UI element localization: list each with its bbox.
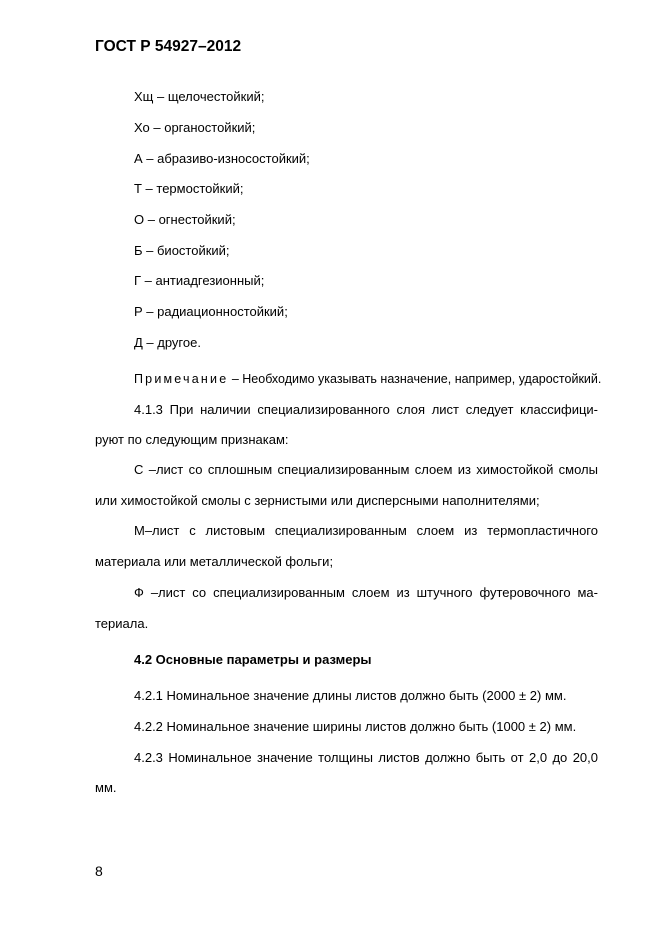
item-c-line-1: С –лист со сплошным специализированным слоем из химостойкой смолы bbox=[134, 462, 598, 477]
code-item-t: Т – термостойкий; bbox=[134, 181, 244, 196]
paragraph-4-2-2: 4.2.2 Номинальное значение ширины листов должно быть (1000 ± 2) мм. bbox=[134, 719, 577, 734]
item-f-line-2: териала. bbox=[95, 616, 149, 631]
paragraph-4-2-3-line-1: 4.2.3 Номинальное значение толщины листов должно быть от 2,0 до 20,0 bbox=[134, 750, 598, 765]
document-header: ГОСТ Р 54927–2012 bbox=[95, 38, 242, 55]
code-item-g: Г – антиадгезионный; bbox=[134, 273, 265, 288]
code-item-r: Р – радиационностойкий; bbox=[134, 304, 288, 319]
code-item-d: Д – другое. bbox=[134, 335, 201, 350]
note bbox=[134, 371, 601, 387]
paragraph-4-2-1: 4.2.1 Номинальное значение длины листов должно быть (2000 ± 2) мм. bbox=[134, 688, 567, 703]
paragraph-4-2-3-line-2: мм. bbox=[95, 780, 117, 795]
section-heading-4-2: 4.2 Основные параметры и размеры bbox=[134, 652, 372, 667]
code-item-kho: Хо – органостойкий; bbox=[134, 120, 256, 135]
item-f-line-1: Ф –лист со специализированным слоем из штучного футеровочного ма- bbox=[134, 585, 598, 600]
paragraph-4-1-3-line-2: руют по следующим признакам: bbox=[95, 432, 289, 447]
code-item-o: О – огнестойкий; bbox=[134, 212, 236, 227]
page-number: 8 bbox=[95, 863, 103, 879]
item-m-line-2: материала или металлической фольги; bbox=[95, 554, 334, 569]
paragraph-4-1-3-line-1: 4.1.3 При наличии специализированного слоя лист следует классифици- bbox=[134, 402, 598, 417]
note-text: – Необходимо указывать назначение, например, ударостойкий. bbox=[228, 372, 602, 386]
item-c-line-2: или химостойкой смолы с зернистыми или дисперсными наполнителями; bbox=[95, 493, 540, 508]
code-item-b: Б – биостойкий; bbox=[134, 243, 230, 258]
code-item-khsch: Хщ – щелочестойкий; bbox=[134, 89, 265, 104]
item-m-line-1: М–лист с листовым специализированным слоем из термопластичного bbox=[134, 523, 598, 538]
code-item-a: А – абразиво-износостойкий; bbox=[134, 151, 310, 166]
note-label: Примечание bbox=[134, 372, 229, 386]
